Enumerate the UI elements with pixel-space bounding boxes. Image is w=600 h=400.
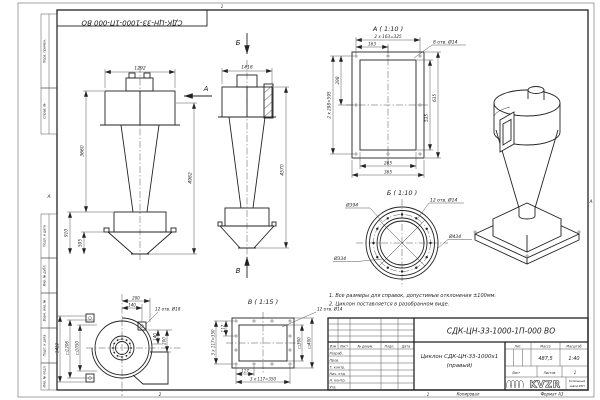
dim-side-height: 4570	[280, 164, 286, 176]
tb-row-nkontr: Н. контр.	[329, 378, 346, 383]
margin-label-vzam-inv: Взам. инв. №	[42, 299, 47, 322]
top-view-dim-sq-inner: □1050	[74, 341, 80, 355]
top-scroll-view	[55, 294, 183, 396]
top-view-dim-140r: 140	[152, 333, 158, 341]
tb-row-nachotd: Нач. отд.	[329, 371, 346, 376]
tb-massa-value: 487,5	[538, 356, 553, 362]
view-a-dim-right-outer: 635	[432, 94, 437, 102]
view-v-dim-total-bottom: 3 x 117=350	[249, 376, 277, 382]
dim-front-cone: 505	[77, 239, 83, 247]
side-view	[218, 33, 289, 278]
margin-label-inv-podl: Инв. № подл.	[42, 365, 47, 388]
tb-name-line1: Циклон СДК-ЦН-33-1000х1	[420, 354, 499, 360]
logo-kvzr: KVZR	[529, 379, 561, 391]
view-v-dim-step-left: 117	[220, 324, 226, 333]
dim-side-width: 1418	[241, 65, 253, 71]
designation-box	[57, 10, 207, 27]
section-view-b	[333, 189, 472, 287]
tb-row-tkontr: Т. контр.	[329, 365, 346, 370]
view-a-dim-left-total: 2 x 298=595	[326, 91, 332, 119]
view-a-dim-left-step: 298	[335, 76, 340, 85]
tb-col-data: Дата	[401, 344, 411, 349]
tb-format: Формат А3	[540, 391, 564, 397]
note-line-1: 1. Все размеры для справок, допустимые отклонения ±100мм.	[329, 293, 496, 299]
view-v-title: В ( 1:15 )	[247, 298, 279, 306]
front-view	[64, 66, 213, 261]
view-v-dim-step-bottom: 117	[241, 368, 249, 374]
dim-front-width: 1292	[134, 66, 146, 72]
tb-masshtab-label: Масштаб	[566, 344, 582, 349]
view-arrow-b-label: Б	[235, 39, 241, 47]
view-arrow-a-label: А	[203, 85, 209, 93]
logo-caption-line1: Котельный	[568, 379, 586, 384]
tb-kopiroval: Копировал	[456, 391, 480, 397]
margin-label-perv-primen: Перв. примен.	[42, 39, 47, 63]
top-view-dim-200r: 200	[161, 337, 167, 345]
isometric-view	[473, 87, 581, 265]
tb-col-izm: Изм	[329, 344, 337, 349]
tb-listov-label: Листов	[543, 371, 556, 375]
tb-row-razrab: Разраб.	[329, 351, 343, 356]
dim-front-bunker: 910	[63, 229, 69, 237]
tb-name-line2: (правый)	[446, 363, 473, 369]
logo-caption-line2: завод РЭП	[569, 383, 585, 388]
dim-front-total-height: 4982	[188, 172, 194, 184]
view-b-dim-bolt-circle: Ø394	[346, 203, 359, 209]
view-arrow-v-label: В	[235, 267, 241, 275]
view-b-dim-inner: Ø334	[334, 257, 347, 262]
section-view-a	[327, 25, 467, 178]
zone-letter-left: А	[47, 195, 51, 200]
top-view-dim-200: 200	[132, 295, 140, 301]
margin-label-podp-data-2: Подп. и дата	[42, 334, 47, 357]
margin-label-inv-dubl: Инв. № дубл.	[42, 264, 47, 287]
notes	[329, 293, 496, 308]
view-b-holes-callout: 12 отв. Ø14	[430, 198, 458, 204]
tb-row-prov: Пров.	[329, 358, 340, 363]
tb-col-list: Лист	[339, 344, 349, 349]
title-block	[328, 318, 588, 397]
view-a-dim-top-step: 163	[368, 41, 376, 47]
tb-col-doc: № докум.	[357, 344, 374, 349]
view-v-dim-sq-outer: □400	[306, 337, 312, 349]
designation-rotated-label: СДК-ЦН-33-1000-1П-000 ВО	[81, 18, 183, 27]
tb-massa-label: Масса	[540, 344, 551, 349]
view-v-dim-total-left: 3 x 117=350	[210, 329, 216, 356]
zone-letter-right: А	[589, 200, 593, 205]
tb-designation: СДК-ЦН-33-1000-1П-000 ВО	[446, 326, 556, 336]
tb-masshtab-value: 1:40	[568, 356, 580, 362]
view-v-dim-sq-inner: □300	[296, 337, 302, 349]
zone-number-bottom-left: 2	[158, 392, 162, 397]
view-b-dim-outer: Ø434	[449, 235, 462, 240]
logo-coil-icon	[507, 381, 524, 389]
top-view-dim-sq-outer: □1206	[64, 341, 70, 355]
view-a-dim-right-inner: 535	[424, 114, 429, 122]
view-a-dim-bottom-outer: 365	[384, 169, 392, 175]
view-a-dim-top-total: 2 x 163=325	[374, 34, 402, 40]
section-view-v	[211, 298, 343, 384]
tb-row-utv: Утв.	[329, 385, 337, 390]
top-view-dim-1422: 1422	[54, 342, 60, 354]
tb-list-label: Лист	[511, 371, 521, 375]
tb-lit-label: Лит.	[514, 344, 522, 349]
margin-label-sprav: Справ. №	[42, 103, 47, 119]
top-view-holes-callout: 12 отв. Ø18	[155, 306, 181, 312]
dim-front-body-height: 3660	[80, 145, 86, 157]
view-a-holes-callout: 8 отв. Ø14	[433, 40, 458, 46]
zone-number-bottom-right: 1	[426, 392, 430, 397]
top-view-dim-140: 140	[128, 302, 136, 308]
tb-col-podp: Подп.	[384, 344, 395, 349]
margin-boxes	[41, 14, 57, 390]
view-a-dim-bottom-inner: 265	[384, 160, 392, 166]
view-v-holes-callout: 12 отв. Ø14	[317, 306, 343, 312]
zone-number-top: 1	[220, 4, 224, 9]
view-b-title: Б ( 1:10 )	[386, 189, 418, 197]
tb-listov-value: 1	[573, 370, 577, 376]
note-line-2: 2. Циклон поставляется в разобранном виде.	[329, 301, 450, 308]
view-a-title: А ( 1:10 )	[372, 25, 404, 33]
margin-label-podp-data-1: Подп. и дата	[42, 225, 47, 247]
